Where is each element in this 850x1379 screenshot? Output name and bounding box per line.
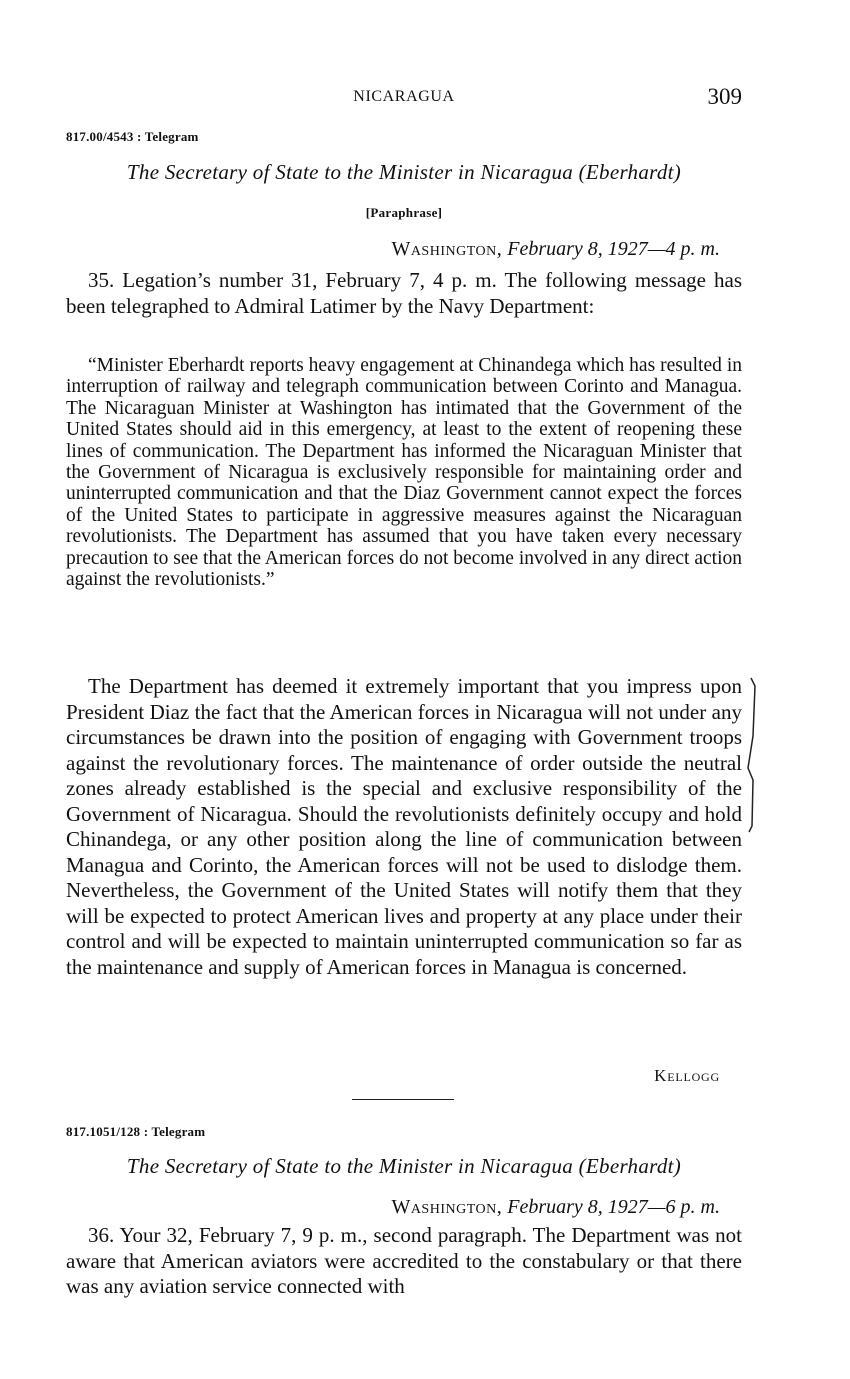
signature: Kellogg: [654, 1066, 720, 1085]
dateline-date: February 8, 1927—6 p. m.: [507, 1196, 720, 1218]
dateline-place: Washington,: [391, 238, 503, 260]
running-title: NICARAGUA: [353, 88, 455, 105]
paraphrase-note: [Paraphrase]: [365, 205, 443, 220]
section-divider: [352, 1099, 454, 1100]
dateline: [391, 1196, 720, 1219]
paragraph: 35. Legation’s number 31, February 7, 4 p. m. The following message has been telegraphed to Admiral Latimer by the Navy Department:: [66, 268, 742, 318]
margin-bracket: [745, 676, 759, 834]
quoted-message: “Minister Eberhardt reports heavy engagement at Chinandega which has resulted in interruption of railway and telegraph communication between Corinto and Managua. The Nicaraguan Minister at Washington has intimated that the Government of the United States should aid in this emergency, at least to the extent of reopening these lines of communication. The Department has informed the Nicaraguan Minister that the Government of Nicaragua is exclusively responsible for maintaining order and uninterrupted communication and that the Diaz Government cannot expect the forces of the United States to participate in aggressive measures against the Nicaraguan revolutionists. The Department has assumed that you have taken every necessary precaution to see that the American forces do not become involved in any direct action against the revolutionists.”: [66, 355, 742, 591]
page-number: 309: [707, 84, 742, 109]
file-reference: 817.00/4543 : Telegram: [66, 129, 199, 144]
dateline-place: Washington,: [391, 1196, 503, 1218]
document-title: The Secretary of State to the Minister in Nicaragua (Eberhardt): [126, 1154, 682, 1178]
file-reference: 817.1051/128 : Telegram: [66, 1124, 206, 1139]
dateline: [391, 238, 720, 261]
paragraph: The Department has deemed it extremely important that you impress upon President Diaz the fact that the American forces in Nicaragua will not under any circumstances be drawn into the position of engaging with Government troops against the revolutionary forces. The maintenance of order outside the neutral zones already established is the special and exclusive responsibility of the Government of Nicaragua. Should the revolutionists definitely occupy and hold Chinandega, or any other position along the line of communication between Managua and Corinto, the American forces will not be used to dislodge them. Nevertheless, the Government of the United States will notify them that they will be expected to protect American lives and property at any place under their control and will be expected to maintain uninterrupted communication so far as the maintenance and supply of American forces in Managua is concerned.: [66, 674, 742, 979]
document-title: The Secretary of State to the Minister in Nicaragua (Eberhardt): [126, 160, 682, 184]
dateline-date: February 8, 1927—4 p. m.: [507, 238, 720, 260]
paragraph: 36. Your 32, February 7, 9 p. m., second paragraph. The Department was not aware that American aviators were accredited to the constabulary or that there was any aviation service connected with: [66, 1223, 742, 1298]
running-head: [66, 84, 742, 112]
